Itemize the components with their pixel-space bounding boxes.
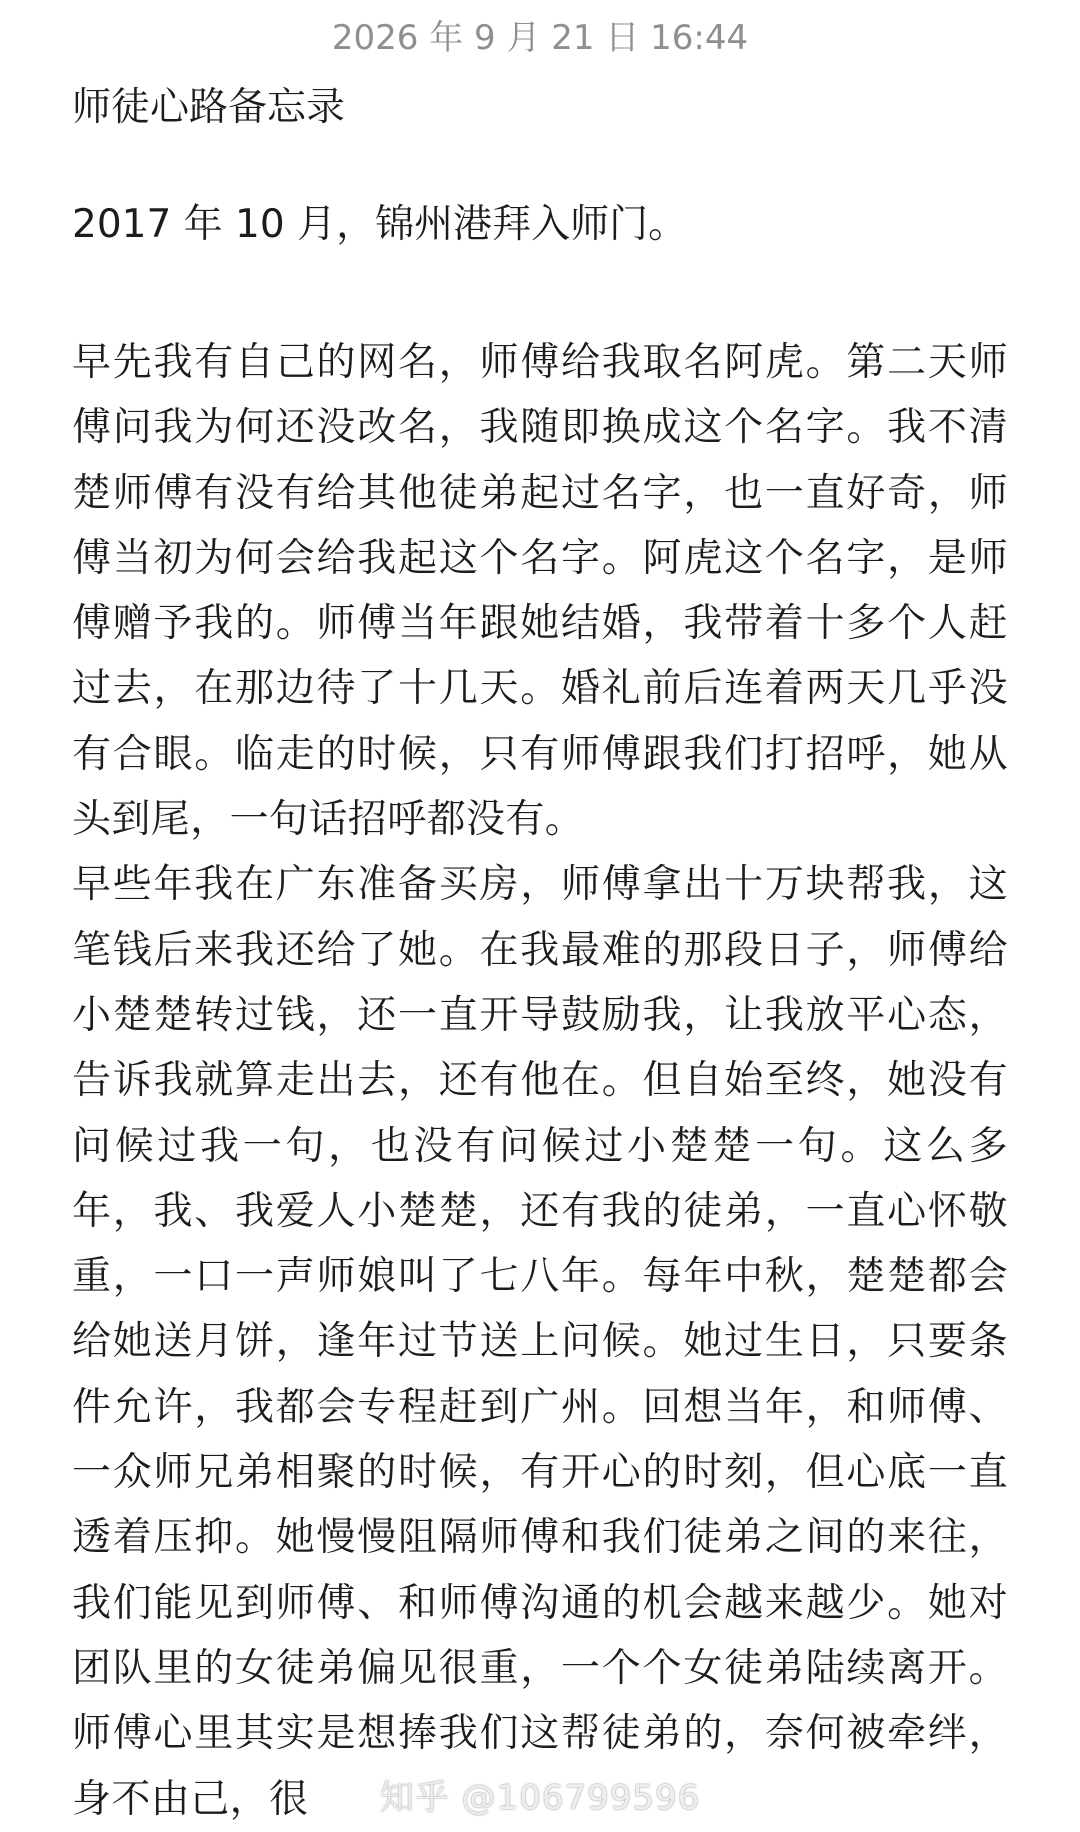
memo-body[interactable] bbox=[72, 330, 1008, 1832]
blank-line bbox=[72, 133, 1008, 200]
memo-title[interactable]: 师徒心路备忘录 bbox=[72, 85, 346, 130]
memo-date-line[interactable]: 2017 年 10 月，锦州港拜入师门。 bbox=[72, 202, 688, 247]
memo-paragraph: 早些年我在广东准备买房，师傅拿出十万块帮我，这笔钱后来我还给了她。在我最难的那段日子，师傅给小楚楚转过钱，还一直开导鼓励我，让我放平心态，告诉我就算走出去，还有他在。但自始至终，她没有问候过我一句，也没有问候过小楚楚一句。这么多年，我、我爱人小楚楚，还有我的徒弟，一直心怀敬重，一口一声师娘叫了七八年。每年中秋，楚楚都会给她送月饼，逢年过节送上问候。她过生日，只要条件允许，我都会专程赶到广州。回想当年，和师傅、一众师兄弟相聚的时候，有开心的时刻，但心底一直透着压抑。她慢慢阻隔师傅和我们徒弟之间的来往，我们能见到师傅、和师傅沟通的机会越来越少。她对团队里的女徒弟偏见很重，一个个女徒弟陆续离开。师傅心里其实是想捧我们这帮徒弟的，奈何被牵绊，身不由己，很 bbox=[72, 862, 1008, 1822]
blank-line bbox=[72, 250, 1008, 330]
memo-timestamp: 2026 年 9 月 21 日 16:44 bbox=[331, 18, 749, 58]
memo-paragraph: 早先我有自己的网名，师傅给我取名阿虎。第二天师傅问我为何还没改名，我随即换成这个名字。我不清楚师傅有没有给其他徒弟起过名字，也一直好奇，师傅当初为何会给我起这个名字。阿虎这个名字，是师傅赠予我的。师傅当年跟她结婚，我带着十多个人赶过去，在那边待了十几天。婚礼前后连着两天几乎没有合眼。临走的时候，只有师傅跟我们打招呼，她从头到尾，一句话招呼都没有。 bbox=[72, 340, 1008, 843]
watermark: 知乎 @106799596 bbox=[379, 1778, 701, 1818]
